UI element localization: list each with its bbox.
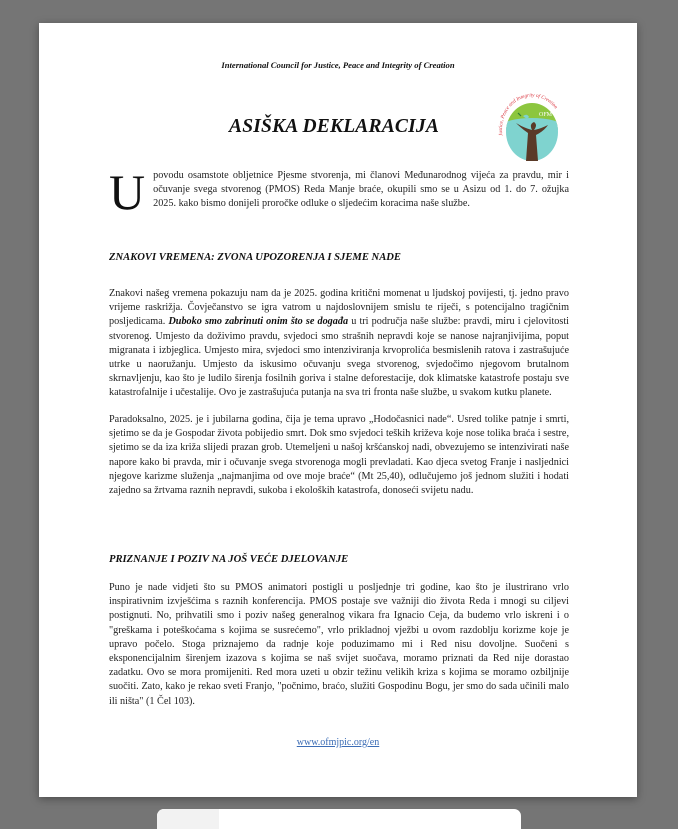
paragraph-text: Paradoksalno, 2025. je i jubilarna godina, čija je tema upravo „Hodočasnici nade“. Usred tolike patnje i smrti, sjetimo se da je Gospodar života pobijedio smrt. Dok smo svjedoci teških križeva koje nose tolika braća i sestre, sjetimo se da iza križa slijedi prazan grob. Utemeljeni u našoj kršćanskoj nadi, obvezujemo se intenzivirati naše napore kako bi pravda, mir i očuvanje svega stvorenoga mogli prevladati. Kao djeca svetog Franje i nasljednici njegove karizme služenja „najmanjima od ove moje braće“ (Mt 25,40), odlučujemo još jednom služiti i hodati zajedno sa žrtvama raznih nepravdi, sukoba i ekoloških katastrofa, donoseći svijetu nadu. [109,414,569,497]
dropcap-letter: U [109,164,146,220]
section-heading-signs-of-times: ZNAKOVI VREMENA: ZVONA UPOZORENJA I SJEME NADE [109,252,401,263]
section1-paragraph-1 [109,287,569,401]
svg-text:Justice, Peace and Integrity o: Justice, Peace and Integrity of Creation [497,92,559,137]
website-link[interactable]: www.ofmjpic.org/en [296,737,380,748]
paragraph-text: Znakovi našeg vremena pokazuju nam da je 2025. godina kritični momenat u ljudskoj povijesti, tj. jedno pravo vrijeme raskrižja. Čovječanstvo se igra vatrom u najdoslovnijem smislu te riječi, s potencijalno tragičnim posljedicama. [109,288,569,328]
viewer-toolbar[interactable] [157,809,521,829]
paragraph-text: Puno je nade vidjeti što su PMOS animatori postigli u posljednje tri godine, kao što je ilustrirano vrlo inspirativnim izvješćima s raznih konferencija. PMOS postaje sve važniji dio života Reda i mnogi su ciljevi postignuti. No, prihvatili smo i poziv našeg generalnog vikara fra Ignacio Ceja, da budemo vrlo iskreni i o "greškama i poteškoćama s kojima se susrećemo", vrlo prikladnoj vježbi u ovom razdoblju korizme koje je upravo počelo. Stoga priznajemo da radnje koje poduzimamo mi i Red nisu dovoljne. Suočeni s eksponencijalnim širenjem izazova s kojima se naš svijet suočava, moramo priznati da Red nije dorastao zadatku. Ovo se mora promijeniti. Red mora uzeti u obzir težinu velikih kriza s kojima se moramo ozbiljnije suočiti. Zato, kako je rekao sveti Franjo, "počnimo, braćo, služiti Gospodinu Bogu, jer smo do sada učinili malo ili ništa" (1 Čel 103). [109,582,569,707]
section-heading-acknowledgement: PRIZNANJE I POZIV NA JOŠ VEĆE DJELOVANJE [109,554,349,565]
jpic-ofm-logo-icon [493,86,569,168]
paragraph-text: u tri područja naše službe: pravdi, miru i cjelovitosti stvorenog. Umjesto da doživimo pravdu, svjedoci smo strašnih nepravdi koje se nanose najranjivijima, poput migranata i izbjeglica. Umjesto mira, svjedoci smo intenziviranja krvoprolića besmislenih ratova i zastrašujuće utrke u naoružanju. Umjesto da iskusimo očuvanju svega stvorenog, svjedočimo njegovom brutalnom skrnavljenju, kao što je ludilo širenja fosilnih goriva i stalne deforestacije, dok klimatske katastrofe postaju sve katastrofalnije i učestalije. Ovo je zastrašujuća putanja na sva tri fronta naše službe, u svakom kutku planete. [109,316,569,399]
document-header: International Council for Justice, Peace and Integrity of Creation [221,60,455,70]
section2-paragraph-1 [109,581,569,709]
toolbar-segment[interactable] [157,809,219,829]
page-title: ASIŠKA DEKLARACIJA [229,116,440,137]
emphasis-text: Duboko smo zabrinuti onim što se događa [168,316,349,328]
intro-paragraph [109,164,569,220]
section1-paragraph-2 [109,413,569,498]
document-page [39,23,637,797]
intro-text: povodu osamstote obljetnice Pjesme stvorenja, mi članovi Međunarodnog vijeća za pravdu, mir i očuvanje svega stvorenog (PMOS) Reda Manje braće, okupili smo se u Asizu od 1. do 7. ožujka 2025. kako bismo donijeli proročke odluke o sljedećim koracima naše službe. [153,170,569,210]
svg-text:OFM: OFM [539,112,553,118]
